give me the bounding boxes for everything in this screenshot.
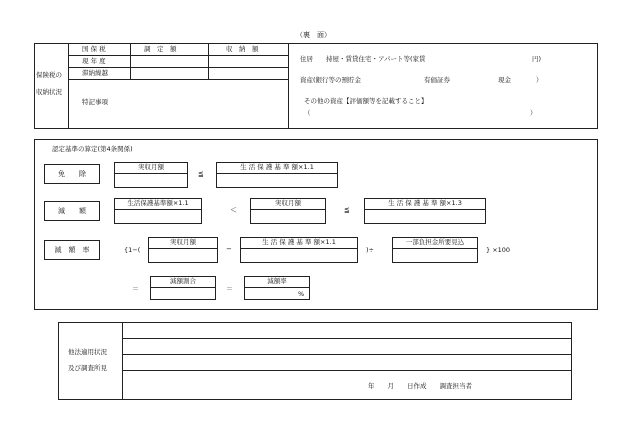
other-assets-open: （ xyxy=(304,109,311,117)
rate-label: 減 額 率 xyxy=(44,240,100,260)
other-law-label-2: 及び調査所見 xyxy=(68,364,107,372)
savings-text: 資産(銀行等の預貯金 xyxy=(300,76,362,84)
rate-div-sign: )÷ xyxy=(366,246,374,254)
securities-text: 有価証券 xyxy=(424,76,450,84)
reduce-basis-label: 生活保護基準額×1.1 xyxy=(127,199,189,207)
result-eq-2: ＝ xyxy=(226,285,233,293)
rate-paren-open: {1−( xyxy=(124,246,141,254)
reduce-label: 減 額 xyxy=(44,201,100,221)
housing-text: 住居 持屋・賃貸住宅・アパート等(家賃 xyxy=(300,55,426,63)
created-date-investigator: 年 月 日作成 調査担当者 xyxy=(368,382,472,390)
exempt-basis-label: 生 活 保 護 基 準 額×1.1 xyxy=(240,163,314,171)
other-law-label-1: 他法適用状況 xyxy=(68,348,107,356)
insurance-row-label-2: 収納状況 xyxy=(36,88,62,96)
rate-minus-sign: − xyxy=(226,245,232,253)
reduce-le-sign: ≦ xyxy=(344,206,350,214)
exempt-le-sign: ≦ xyxy=(198,170,204,178)
reduce-lt-sign: ＜ xyxy=(230,206,237,214)
savings-close: ） xyxy=(536,76,543,84)
result-eq-1: ＝ xyxy=(132,285,139,293)
row-gendo: 現 年 度 xyxy=(82,57,106,65)
other-assets-close: ） xyxy=(530,109,537,117)
other-assets-text: その他の資産【評価額等を記載すること】 xyxy=(304,97,428,105)
col-chotei: 調 定 額 xyxy=(144,45,177,53)
rate-selfpay-label: 一部負担金所要見込 xyxy=(405,238,465,246)
criteria-title: 認定基準の算定(第4条関係) xyxy=(52,145,133,153)
rate-basis-label: 生 活 保 護 基 準 額×1.1 xyxy=(262,238,336,246)
rate-actual-income-label: 実収月額 xyxy=(170,238,196,246)
reduce-actual-income-label: 実収月額 xyxy=(275,199,301,207)
insurance-row-label-1: 保険税の xyxy=(36,71,62,79)
col-kokuho: 国 保 税 xyxy=(82,45,106,53)
exempt-label: 免 除 xyxy=(44,164,100,184)
exempt-actual-income-label: 実収月額 xyxy=(138,163,164,171)
reduction-ratio-label: 減額割合 xyxy=(170,277,196,285)
reduction-rate-label: 減額率 xyxy=(267,277,287,285)
housing-unit: 円) xyxy=(532,55,542,63)
row-tokki: 特記事項 xyxy=(82,98,108,106)
rate-times100: } ×100 xyxy=(486,246,511,254)
reduction-rate-percent: % xyxy=(298,290,305,298)
reduce-basis13-label: 生 活 保 護 基 準 額×1.3 xyxy=(388,199,462,207)
col-shuno: 収 納 額 xyxy=(226,45,259,53)
row-tainou: 滞納繰越 xyxy=(82,69,108,77)
page-side-label: （裏 面） xyxy=(296,31,331,39)
cash-text: 現金 xyxy=(498,76,511,84)
other-law-section xyxy=(58,322,572,400)
